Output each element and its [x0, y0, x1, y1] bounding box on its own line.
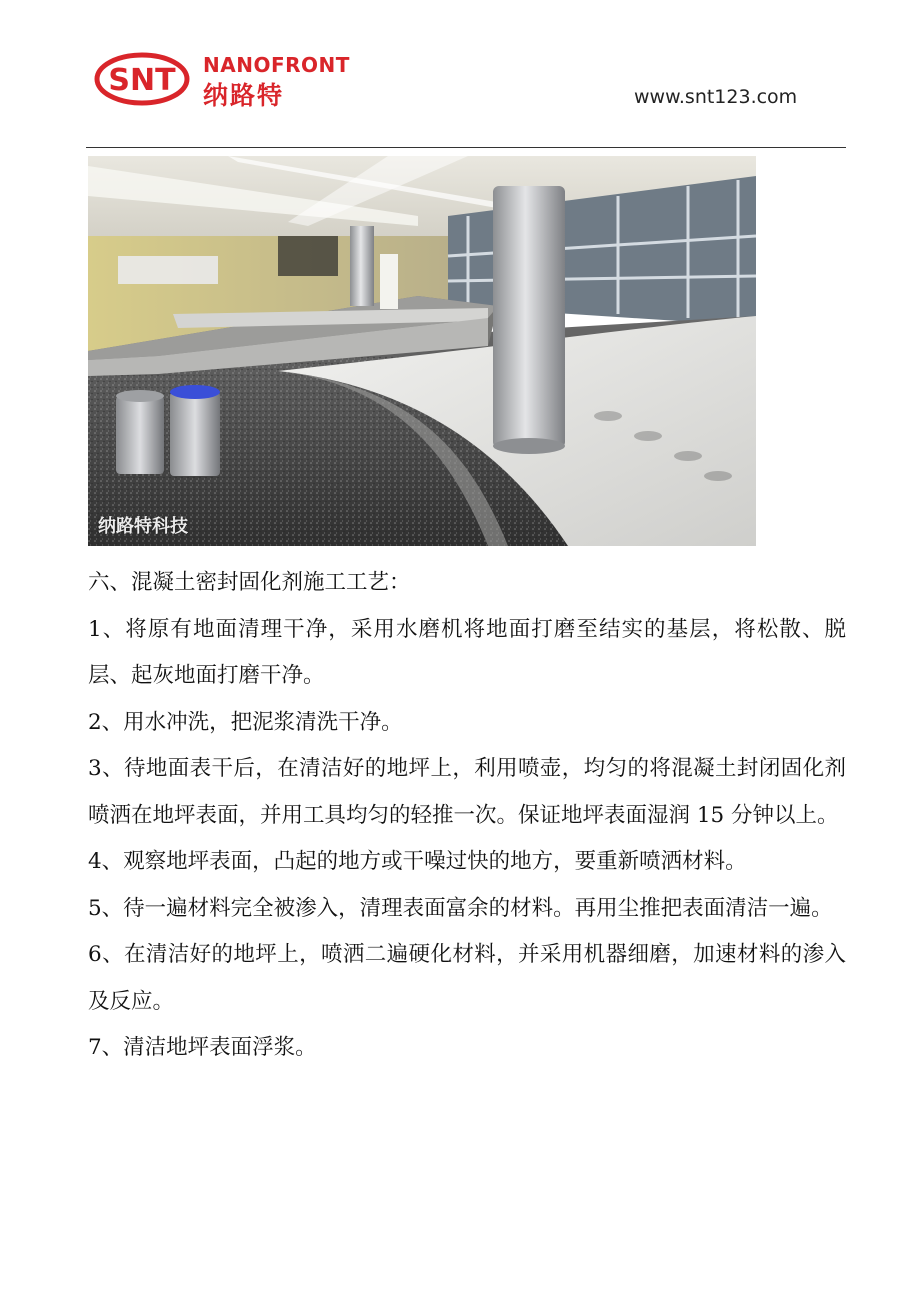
photo-illustration [88, 156, 756, 546]
website-url: www.snt123.com [634, 86, 798, 108]
snt-logo [94, 52, 190, 106]
logo-text: SNT [108, 63, 176, 98]
photo-watermark: 纳路特科技 [98, 516, 188, 537]
brand-name-en: NANOFRONT [203, 53, 350, 77]
brand-name-cn: 纳路特 [203, 81, 285, 110]
step-7: 7、清洁地坪表面浮浆。 [88, 1035, 317, 1060]
step-6: 6、在清洁好的地坪上，喷洒二遍硬化材料，并采用机器细磨，加速材料的渗入及反应。 [88, 942, 846, 1014]
step-5: 5、待一遍材料完全被渗入，清理表面富余的材料。再用尘推把表面清洁一遍。 [88, 895, 833, 921]
section-heading: 六、混凝土密封固化剂施工工艺： [88, 570, 411, 595]
header-divider [86, 147, 846, 148]
step-3: 3、待地面表干后，在清洁好的地坪上，利用喷壶，均匀的将混凝土封闭固化剂喷洒在地坪表面，并用工具均匀的轻推一次。保证地坪表面湿润 15 分钟以上。 [88, 756, 846, 828]
page-header [0, 0, 920, 150]
step-4: 4、观察地坪表面，凸起的地方或干噪过快的地方，要重新喷洒材料。 [88, 849, 747, 874]
airport-floor-photo [88, 156, 756, 546]
document-body [88, 560, 846, 1072]
step-1: 1、将原有地面清理干净，采用水磨机将地面打磨至结实的基层，将松散、脱层、起灰地面打磨干净。 [88, 616, 846, 688]
step-2: 2、用水冲洗，把泥浆清洗干净。 [88, 709, 403, 735]
